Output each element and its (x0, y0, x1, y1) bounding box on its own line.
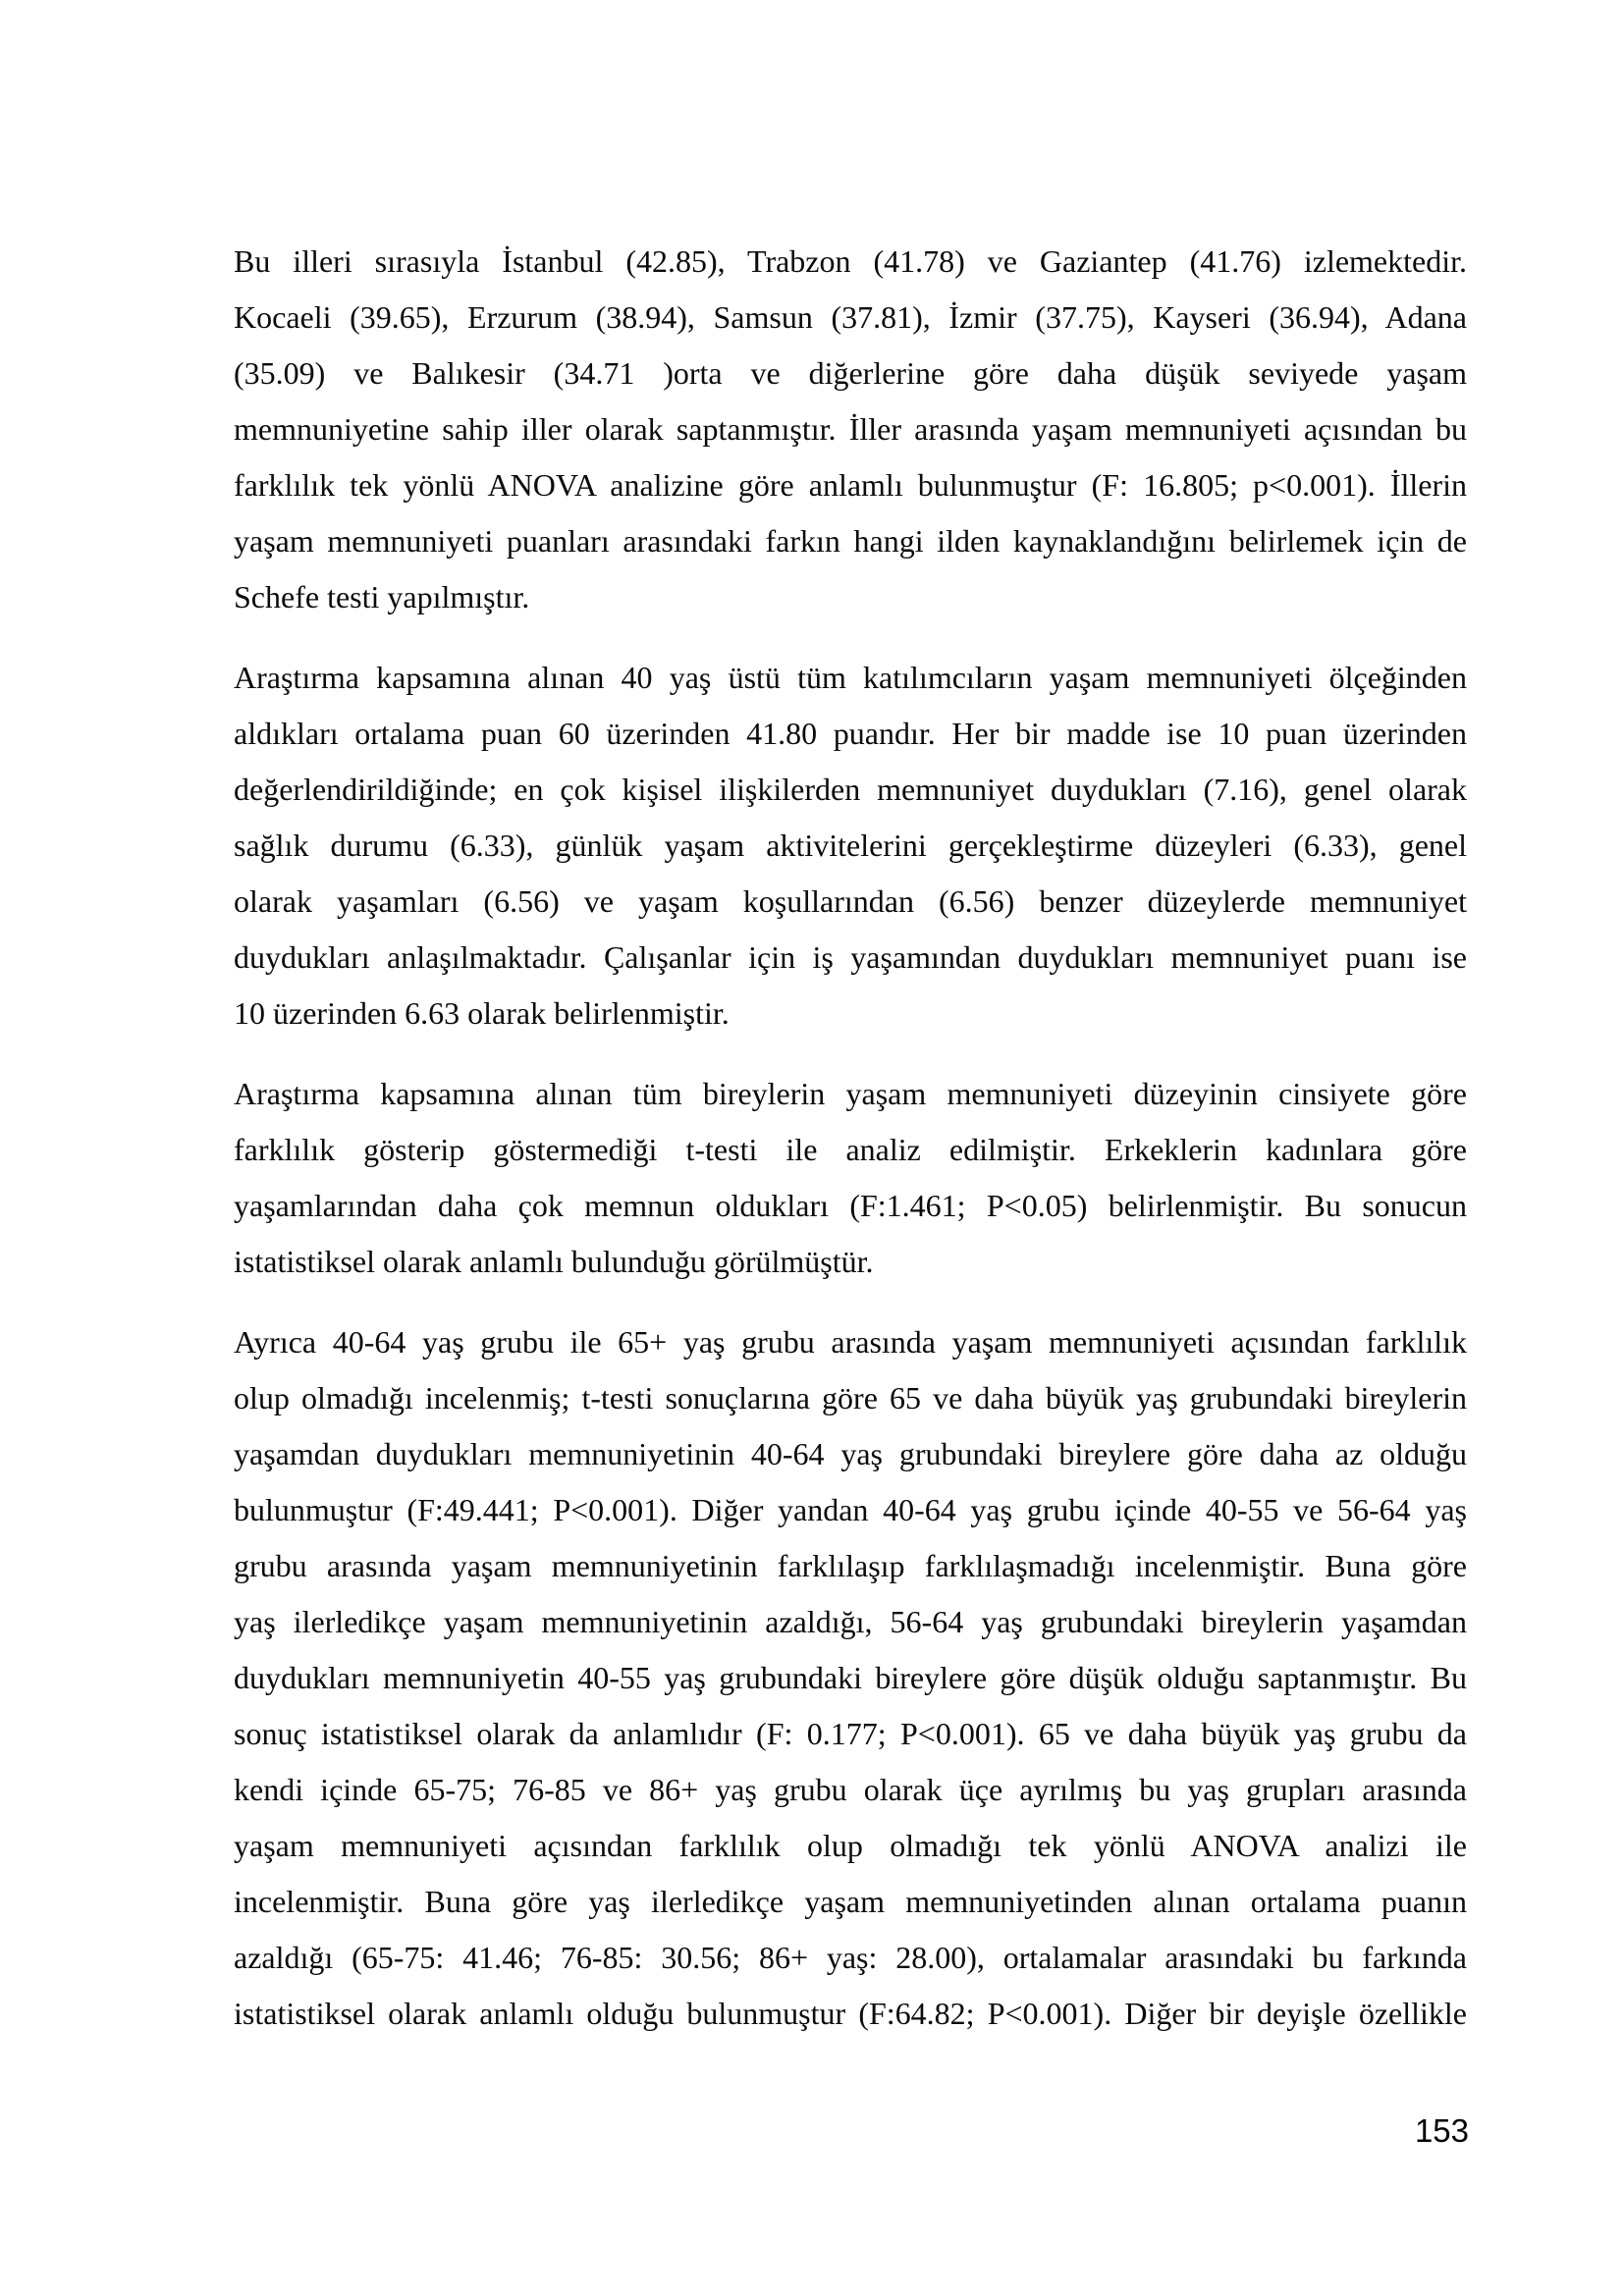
text-line: incelenmiştir. Buna göre yaş ilerledikçe yaşam memnuniyetinden alınan ortalama puanın (234, 1884, 1467, 1919)
page-number: 153 (1414, 2112, 1469, 2149)
text-line: Araştırma kapsamına alınan tüm bireylerin yaşam memnuniyeti düzeyinin cinsiyete göre (234, 1076, 1467, 1111)
text-line: duydukları anlaşılmaktadır. Çalışanlar için iş yaşamından duydukları memnuniyet puanı ise (234, 939, 1467, 975)
text-line: grubu arasında yaşam memnuniyetinin farklılaşıp farklılaşmadığı incelenmiştir. Buna göre (234, 1548, 1467, 1583)
text-line: 10 üzerinden 6.63 olarak belirlenmiştir. (234, 995, 730, 1031)
text-line: Ayrıca 40-64 yaş grubu ile 65+ yaş grubu arasında yaşam memnuniyeti açısından farklılık (234, 1324, 1467, 1360)
text-line: istatistiksel olarak anlamlı olduğu bulunmuştur (F:64.82; P<0.001). Diğer bir deyişle özellikle (234, 1996, 1467, 2031)
text-line: istatistiksel olarak anlamlı bulunduğu görülmüştür. (234, 1244, 874, 1279)
body-text (234, 234, 1467, 2066)
paragraph-scale-scores (234, 650, 1467, 1041)
text-line: (35.09) ve Balıkesir (34.71 )orta ve diğerlerine göre daha düşük seviyede yaşam (234, 355, 1467, 391)
text-line: yaş ilerledikçe yaşam memnuniyetinin azaldığı, 56-64 yaş grubundaki bireylerin yaşamdan (234, 1604, 1467, 1639)
paragraph-province-rankings (234, 234, 1467, 625)
text-line: Araştırma kapsamına alınan 40 yaş üstü tüm katılımcıların yaşam memnuniyeti ölçeğinden (234, 660, 1467, 695)
paragraph-gender-ttest (234, 1066, 1467, 1290)
text-line: azaldığı (65-75: 41.46; 76-85: 30.56; 86+ yaş: 28.00), ortalamalar arasındaki bu farkında (234, 1940, 1467, 1975)
text-line: sağlık durumu (6.33), günlük yaşam aktivitelerini gerçekleştirme düzeyleri (6.33), genel (234, 828, 1467, 863)
text-line: olup olmadığı incelenmiş; t-testi sonuçlarına göre 65 ve daha büyük yaş grubundaki bireylerin (234, 1380, 1467, 1415)
text-line: yaşam memnuniyeti açısından farklılık olup olmadığı tek yönlü ANOVA analizi ile (234, 1828, 1467, 1863)
text-line: aldıkları ortalama puan 60 üzerinden 41.80 puandır. Her bir madde ise 10 puan üzerinden (234, 716, 1467, 751)
text-line: duydukları memnuniyetin 40-55 yaş grubundaki bireylere göre düşük olduğu saptanmıştır. Bu (234, 1660, 1467, 1695)
text-line: Kocaeli (39.65), Erzurum (38.94), Samsun (37.81), İzmir (37.75), Kayseri (36.94), Adana (234, 299, 1467, 335)
text-line: farklılık gösterip göstermediği t-testi ile analiz edilmiştir. Erkeklerin kadınlara göre (234, 1132, 1467, 1167)
text-line: sonuç istatistiksel olarak da anlamlıdır (F: 0.177; P<0.001). 65 ve daha büyük yaş grubu da (234, 1716, 1467, 1751)
text-line: farklılık tek yönlü ANOVA analizine göre anlamlı bulunmuştur (F: 16.805; p<0.001). İllerin (234, 467, 1467, 503)
text-line: bulunmuştur (F:49.441; P<0.001). Diğer yandan 40-64 yaş grubu içinde 40-55 ve 56-64 yaş (234, 1492, 1467, 1527)
text-line: olarak yaşamları (6.56) ve yaşam koşullarından (6.56) benzer düzeylerde memnuniyet (234, 883, 1467, 919)
text-line: kendi içinde 65-75; 76-85 ve 86+ yaş grubu olarak üçe ayrılmış bu yaş grupları arasında (234, 1772, 1467, 1807)
text-line: yaşamlarından daha çok memnun oldukları (F:1.461; P<0.05) belirlenmiştir. Bu sonucun (234, 1188, 1467, 1223)
paragraph-age-group-anova (234, 1314, 1467, 2042)
text-line: Bu illeri sırasıyla İstanbul (42.85), Trabzon (41.78) ve Gaziantep (41.76) izlemektedir. (234, 243, 1467, 279)
text-line: yaşamdan duydukları memnuniyetinin 40-64 yaş grubundaki bireylere göre daha az olduğu (234, 1436, 1467, 1471)
text-line: memnuniyetine sahip iller olarak saptanmıştır. İller arasında yaşam memnuniyeti açısından bu (234, 411, 1467, 447)
text-line: yaşam memnuniyeti puanları arasındaki farkın hangi ilden kaynaklandığını belirlemek için de (234, 523, 1467, 559)
text-line: değerlendirildiğinde; en çok kişisel ilişkilerden memnuniyet duydukları (7.16), genel olarak (234, 772, 1467, 807)
text-line: Schefe testi yapılmıştır. (234, 579, 530, 614)
